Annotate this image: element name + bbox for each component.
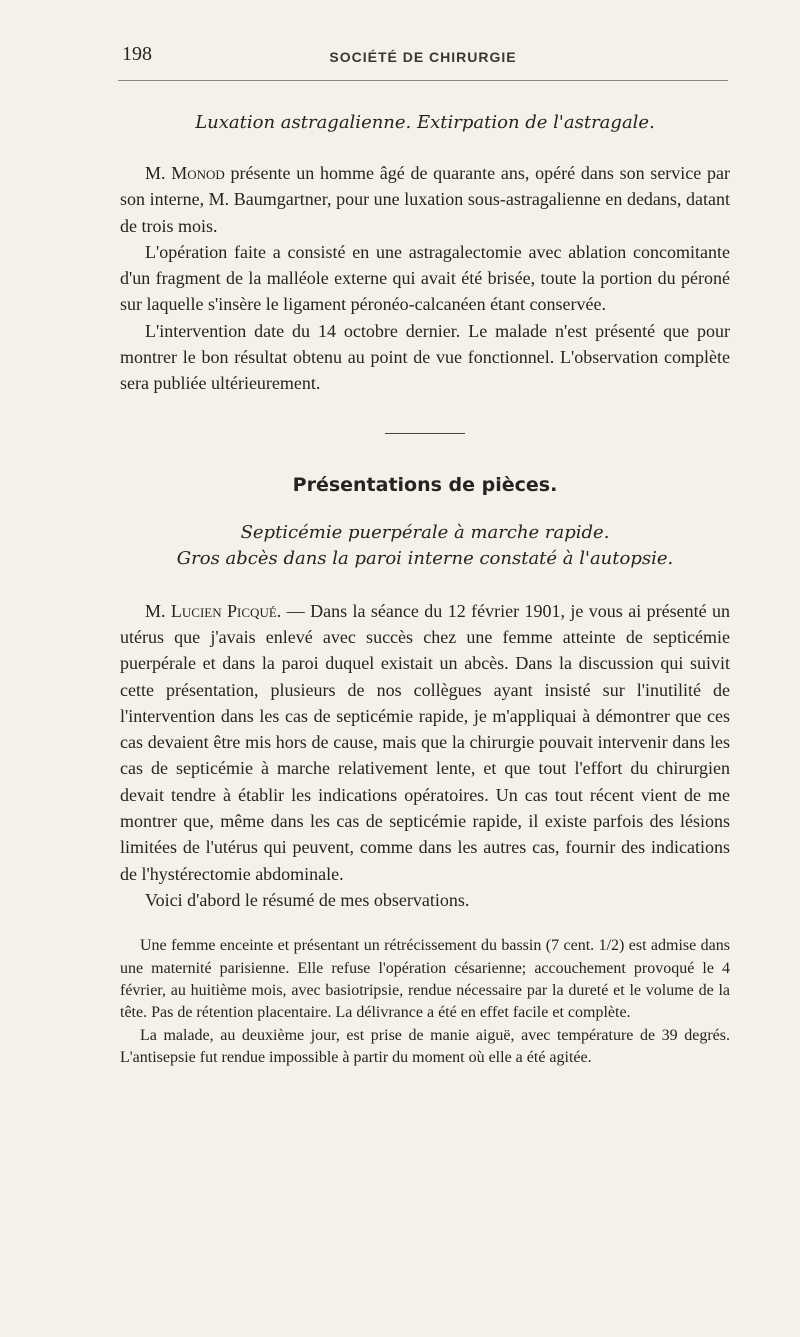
- author-name: M. Monod: [145, 163, 225, 183]
- paragraph: Voici d'abord le résumé de mes observations.: [145, 889, 470, 910]
- running-head: SOCIÉTÉ DE CHIRURGIE: [329, 49, 517, 65]
- observation-paragraph: La malade, au deuxième jour, est prise de manie aiguë, avec température de 39 degrés. L'antisepsie fut rendue impossible à partir du moment où elle a été agitée.: [120, 1026, 730, 1067]
- section-separator: [385, 433, 465, 434]
- subtitle-line: Gros abcès dans la paroi interne constaté à l'autopsie.: [176, 547, 674, 569]
- paragraph: [120, 598, 730, 887]
- paragraph-text: présente un homme âgé de quarante ans, opéré dans son service par son interne, M. Baumgartner, pour une luxation sous-astragalienne en dedans, datant de trois mois.: [120, 163, 731, 236]
- section-heading: Présentations de pièces.: [292, 473, 558, 496]
- observation-paragraph: Une femme enceinte et présentant un rétrécissement du bassin (7 cent. 1/2) est admise dans une maternité parisienne. Elle refuse l'opération césarienne; accouchement provoqué le 4 février, au huitième mois, avec basiotripsie, rendue nécessaire par la dureté et le volume de la tête. Pas de rétention placentaire. La délivrance a été en effet facile et complète.: [120, 937, 730, 1022]
- body-text: [120, 110, 730, 1070]
- page-number: 198: [122, 43, 152, 65]
- header-rule: [118, 80, 728, 81]
- paragraph: [120, 160, 730, 239]
- page-header: [118, 43, 728, 71]
- paragraph: L'intervention date du 14 octobre dernier. Le malade n'est présenté que pour montrer le bon résultat obtenu au point de vue fonctionnel. L'observation complète sera publiée ultérieurement.: [120, 320, 730, 394]
- author-name: M. Lucien Picqué.: [145, 600, 282, 621]
- paragraph-text: — Dans la séance du 12 février 1901, je vous ai présenté un utérus que j'avais enlevé avec succès chez une femme atteinte de septicémie puerpérale et dans la paroi duquel existait un abcès. Dans la discussion qui suivit cette présentation, plusieurs de nos collègues ayant insisté sur l'inutilité de l'intervention dans les cas de septicémie rapide, je m'appliquai à démontrer que ces cas devaient être mis hors de cause, mais que la chirurgie pouvait intervenir dans les cas de septicémie à marche relativement lente, et que tout l'effort du chirurgien devait tendre à établir les indications opératoires. Un cas tout récent vient de me montrer que, même dans les cas de septicémie rapide, il existe parfois des lésions limitées de l'utérus qui peuvent, comme dans les autres cas, fournir des indications de l'hystérectomie abdominale.: [120, 600, 730, 884]
- section-title: Luxation astragalienne. Extirpation de l'astragale.: [195, 112, 655, 133]
- paragraph: L'opération faite a consisté en une astragalectomie avec ablation concomitante d'un fragment de la malléole externe qui avait été brisée, toute la portion du péroné sur laquelle s'insère le ligament péronéo-calcanéen étant conservée.: [120, 241, 730, 315]
- subtitle-line: Septicémie puerpérale à marche rapide.: [240, 521, 610, 543]
